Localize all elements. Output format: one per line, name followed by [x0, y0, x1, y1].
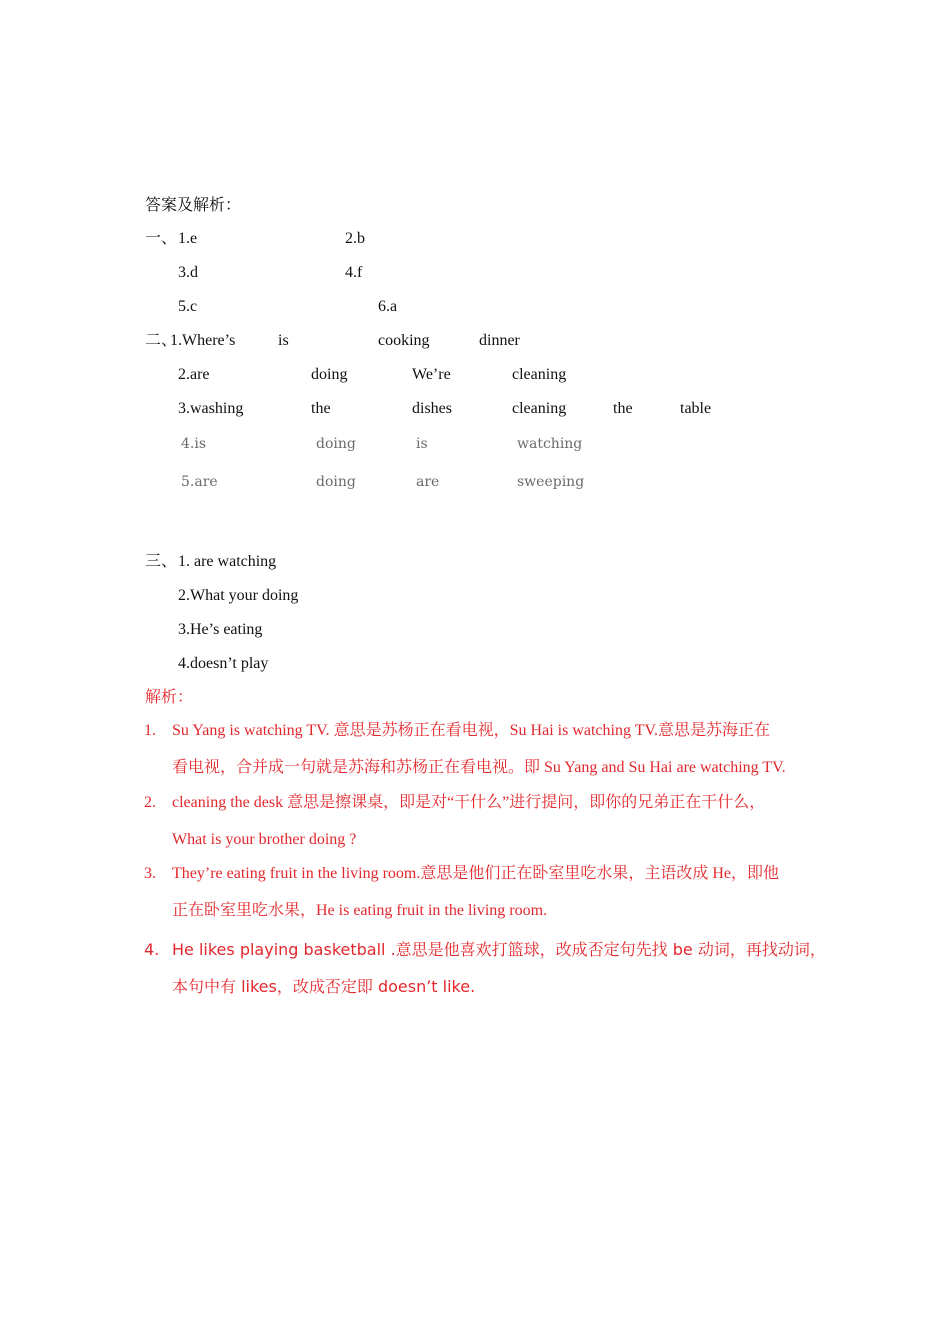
answer-cell: 4.is — [181, 436, 207, 452]
section3-item: 2.What your doing — [178, 587, 299, 604]
analysis-item-cont: 正在卧室里吃水果，He is eating fruit in the living room. — [172, 902, 548, 919]
section3-item: 1. are watching — [178, 553, 277, 570]
answer-cell: cleaning — [512, 366, 567, 383]
answer-heading: 答案及解析： — [145, 197, 242, 214]
answer-cell: doing — [316, 474, 356, 490]
answer-cell: 5.are — [181, 474, 218, 490]
answer-cell: the — [613, 400, 633, 417]
answer-cell: table — [680, 400, 712, 417]
analysis-title: 解析： — [145, 689, 194, 706]
answer-cell: 3.d — [178, 264, 198, 281]
item-number: 4. — [144, 940, 160, 959]
answer-cell: 6.a — [378, 298, 398, 315]
answer-cell: 5.c — [178, 298, 198, 315]
answer-cell: 2.b — [345, 230, 365, 247]
analysis-item-cont: What is your brother doing ? — [172, 831, 357, 848]
section3-item: 4.doesn’t play — [178, 655, 269, 672]
answer-cell: 1.Where’s — [170, 332, 236, 349]
answer-cell: We’re — [412, 366, 451, 383]
answer-cell: is — [416, 436, 428, 452]
answer-cell: watching — [517, 436, 583, 452]
section2-label: 二、 — [145, 332, 178, 349]
item-line: cleaning the desk 意思是擦课桌，即是对“干什么”进行提问，即你的兄弟正在干什么， — [172, 794, 766, 811]
section3-item: 3.He’s eating — [178, 621, 263, 638]
item-number: 2. — [144, 794, 156, 811]
analysis-item-cont: 本句中有 likes，改成否定即 doesn’t like. — [172, 977, 476, 996]
section3-label: 三、 — [145, 553, 178, 570]
item-number: 1. — [144, 722, 156, 739]
answer-cell: sweeping — [517, 474, 585, 490]
answer-cell: 1.e — [178, 230, 198, 247]
answer-cell: 2.are — [178, 366, 210, 383]
answer-cell: dinner — [479, 332, 520, 349]
answer-cell: cleaning — [512, 400, 567, 417]
answer-cell: doing — [316, 436, 356, 452]
item-line: Su Yang is watching TV. 意思是苏杨正在看电视，Su Hai is watching TV.意思是苏海正在 — [172, 722, 770, 739]
item-line: He likes playing basketball .意思是他喜欢打篮球，改成否定句先找 be 动词，再找动词， — [172, 940, 826, 959]
answer-cell: cooking — [378, 332, 430, 349]
answer-cell: 4.f — [345, 264, 363, 281]
item-number: 3. — [144, 865, 156, 882]
analysis-item-cont: 看电视，合并成一句就是苏海和苏杨正在看电视。即 Su Yang and Su Hai are watching TV. — [172, 759, 786, 776]
answer-cell: the — [311, 400, 331, 417]
answer-cell: doing — [311, 366, 348, 383]
section1-label: 一、 — [145, 230, 178, 247]
answer-cell: 3.washing — [178, 400, 244, 417]
answer-cell: dishes — [412, 400, 452, 417]
item-line: They’re eating fruit in the living room.意思是他们正在卧室里吃水果，主语改成 He，即他 — [172, 865, 780, 882]
answer-cell: is — [278, 332, 289, 349]
answer-cell: are — [416, 474, 440, 490]
